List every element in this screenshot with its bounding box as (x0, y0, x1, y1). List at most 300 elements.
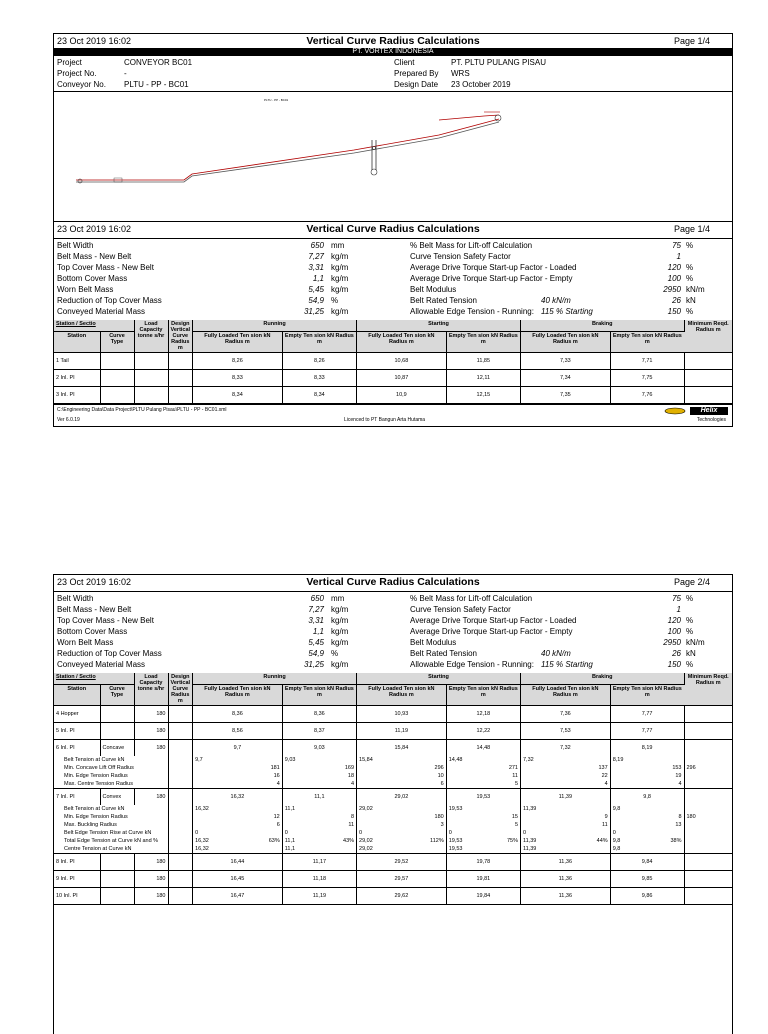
load-cell: 180 (134, 723, 168, 740)
sub-blank-cell (168, 764, 193, 772)
param-label: Bottom Cover Mass (57, 274, 128, 283)
tension-cell: 29,57 (357, 871, 447, 888)
sub-radius: 75% (506, 838, 518, 844)
sheet-footer (54, 404, 732, 426)
param-label: Curve Tension Safety Factor (410, 605, 511, 614)
tension-cell: 7,36 (521, 706, 611, 723)
param-value: 2950 (663, 285, 681, 294)
header-fully-loaded: Fully Loaded Ten sion kN Radius m (357, 685, 447, 706)
sub-value-cell (446, 772, 520, 780)
param-value: 650 (310, 594, 324, 603)
min-radius-cell (684, 888, 732, 905)
sub-tension: 11,1 (284, 838, 296, 844)
print-date: 23 Oct 2019 16:02 (57, 36, 132, 46)
sub-tension: 16,32 (195, 806, 209, 812)
sub-tension: 11,39 (523, 806, 537, 812)
param-unit: kg/m (331, 627, 349, 636)
curve-type-cell (100, 353, 134, 370)
param-value: 31,25 (303, 660, 324, 669)
header-running: Running (193, 673, 357, 685)
sub-tension: 16,32 (195, 846, 209, 852)
load-cell: 180 (134, 706, 168, 723)
tension-cell: 8,36 (282, 706, 356, 723)
tension-cell: 29,02 (357, 789, 447, 806)
tension-cell: 9,85 (610, 871, 684, 888)
sub-blank-cell (168, 837, 193, 845)
sub-value-cell (193, 845, 283, 854)
design-radius-cell (168, 723, 193, 740)
min-radius-cell (684, 706, 732, 723)
param-value: 1 (676, 252, 681, 261)
sub-tension: 14,48 (448, 757, 463, 763)
station-cell: 8 Inl. PI (54, 854, 100, 871)
sub-label-cell: Belt Tension at Curve kN (54, 756, 168, 764)
sub-radius: 6 (440, 781, 444, 787)
header-empty: Empty Ten sion kN Radius m (610, 685, 684, 706)
header-station-group: Station / Sectio (54, 673, 134, 685)
sub-value-cell (446, 821, 520, 829)
design-radius-cell (168, 789, 193, 806)
sub-value-cell (357, 829, 447, 837)
param-unit: % (686, 594, 694, 603)
sub-label-cell: Total Edge Tension at Curve kN and % (54, 837, 168, 845)
design-radius-cell (168, 871, 193, 888)
header-empty: Empty Ten sion kN Radius m (282, 332, 356, 353)
curve-table-2 (54, 673, 732, 905)
param-unit: kg/m (331, 252, 349, 261)
sub-radius: 8 (350, 814, 355, 820)
brand-name: Helix (690, 407, 728, 415)
sub-tension: 11,1 (284, 846, 296, 852)
curve-type-cell (100, 370, 134, 387)
sub-radius: 4 (604, 781, 608, 787)
curve-type-cell (100, 723, 134, 740)
tension-cell: 8,33 (193, 370, 283, 387)
header-row (54, 673, 732, 685)
tension-cell: 11,36 (521, 888, 611, 905)
sub-value-cell (282, 837, 356, 845)
print-date-3: 23 Oct 2019 16:02 (57, 577, 132, 587)
sub-value-cell (282, 829, 356, 837)
tension-cell: 8,33 (282, 370, 356, 387)
param-value: 26 (672, 296, 681, 305)
sub-value-cell (521, 821, 611, 829)
sub-value-cell (282, 821, 356, 829)
table-row (54, 706, 732, 723)
param-label: Conveyed Material Mass (57, 660, 146, 669)
param-label: Curve Tension Safety Factor (410, 252, 511, 261)
design-radius-cell (168, 387, 193, 404)
sub-min-cell: 180 (686, 814, 696, 820)
sub-radius: 296 (434, 765, 444, 771)
param-value: 100 (667, 627, 681, 636)
tension-cell: 12,18 (446, 706, 520, 723)
sub-min-cell: 296 (686, 765, 696, 771)
sub-value-cell (610, 829, 684, 837)
sub-radius: 44% (596, 838, 608, 844)
min-radius-cell (684, 740, 732, 757)
tension-cell: 11,17 (282, 854, 356, 871)
tension-cell: 11,19 (357, 723, 447, 740)
tension-cell: 8,34 (193, 387, 283, 404)
station-cell: 6 Inl. PI (54, 740, 100, 757)
design-date-label: Design Date (394, 80, 439, 89)
sub-value-cell (521, 805, 611, 813)
param-unit: % (331, 649, 339, 658)
sub-radius: 180 (434, 814, 444, 820)
param-unit: kg/m (331, 263, 349, 272)
sub-tension: 9,8 (612, 838, 621, 844)
sub-value-cell (282, 845, 356, 854)
header-curve-type: Curve Type (100, 685, 134, 706)
header-fully-loaded: Fully Loaded Ten sion kN Radius m (193, 332, 283, 353)
sub-value-cell (610, 780, 684, 789)
prepared-value: WRS (451, 69, 470, 78)
station-cell: 2 Inl. PI (54, 370, 100, 387)
design-radius-cell (168, 888, 193, 905)
param-unit: % (686, 307, 694, 316)
sub-value-cell (193, 780, 283, 789)
param-label: Belt Modulus (410, 638, 457, 647)
param-value: 54,9 (308, 649, 324, 658)
sub-row (54, 837, 732, 845)
sub-value-cell (193, 772, 283, 780)
sub-radius: 11 (512, 773, 518, 779)
sub-value-cell (521, 772, 611, 780)
sub-blank-cell (168, 756, 193, 764)
station-cell: 10 Inl. PI (54, 888, 100, 905)
sub-value-cell (357, 772, 447, 780)
curve-type-cell (100, 888, 134, 905)
param-unit: kg/m (331, 660, 349, 669)
sub-value-cell (610, 764, 684, 772)
tension-cell: 29,62 (357, 888, 447, 905)
head-pulley-icon (495, 115, 501, 121)
load-cell: 180 (134, 871, 168, 888)
load-cell (134, 387, 168, 404)
sub-value-cell (357, 764, 447, 772)
param-value: 150 (667, 307, 681, 316)
tension-cell: 7,33 (521, 353, 611, 370)
param-value: 26 (672, 649, 681, 658)
sub-tension: 0 (523, 830, 527, 836)
page-title-2: Vertical Curve Radius Calculations (306, 223, 480, 235)
header-empty: Empty Ten sion kN Radius m (446, 332, 520, 353)
tension-cell: 16,44 (193, 854, 283, 871)
sub-tension: 19,53 (448, 838, 463, 844)
sub-tension: 9,8 (612, 806, 621, 812)
param-value: 1,1 (312, 274, 324, 283)
sub-radius: 11 (348, 822, 355, 828)
sub-tension: 9,8 (612, 846, 621, 852)
tension-cell: 10,68 (357, 353, 447, 370)
sub-value-cell (282, 813, 356, 821)
param-extra: 40 kN/m (541, 296, 571, 305)
prepared-label: Prepared By (394, 69, 439, 78)
tension-cell: 9,7 (193, 740, 283, 757)
tension-cell: 10,87 (357, 370, 447, 387)
header-design-radius: Design Vertical Curve Radius m (168, 320, 193, 353)
tension-cell: 9,84 (610, 854, 684, 871)
sub-value-cell (357, 845, 447, 854)
file-path: C:\Engineering Data\Data Project\PLTU Pulang Pisau\PLTU - PP - BC01.xml (57, 407, 227, 413)
tension-cell: 8,26 (193, 353, 283, 370)
tension-cell: 16,47 (193, 888, 283, 905)
sub-blank-cell (168, 845, 193, 854)
sub-value-cell (521, 829, 611, 837)
takeup-pulley-icon (371, 169, 377, 175)
param-label: Average Drive Torque Start-up Factor - Empty (410, 627, 573, 636)
param-unit: % (686, 616, 694, 625)
param-label: Average Drive Torque Start-up Factor - Loaded (410, 263, 577, 272)
sub-value-cell (446, 845, 520, 854)
sub-tension: 0 (448, 830, 452, 836)
param-value: 5,45 (308, 285, 324, 294)
header-station: Station (54, 685, 100, 706)
sub-radius: 5 (514, 781, 518, 787)
sub-min-cell (684, 772, 732, 780)
tension-cell: 10,9 (357, 387, 447, 404)
min-radius-cell (684, 723, 732, 740)
header-braking: Braking (521, 673, 685, 685)
param-value: 3,31 (308, 263, 324, 272)
station-cell: 4 Hopper (54, 706, 100, 723)
param-value: 7,27 (308, 605, 324, 614)
header-empty: Empty Ten sion kN Radius m (282, 685, 356, 706)
sub-tension: 16,32 (195, 838, 209, 844)
param-value: 75 (672, 241, 681, 250)
param-label: Top Cover Mass - New Belt (57, 616, 154, 625)
param-value: 2950 (663, 638, 681, 647)
station-cell: 5 Inl. PI (54, 723, 100, 740)
sheet-header-3 (54, 575, 732, 591)
sub-value-cell (521, 813, 611, 821)
design-radius-cell (168, 353, 193, 370)
table-row (54, 871, 732, 888)
sub-value-cell (610, 845, 684, 854)
design-radius-cell (168, 706, 193, 723)
tension-cell: 8,26 (282, 353, 356, 370)
sub-value-cell (446, 829, 520, 837)
sub-radius: 22 (601, 773, 608, 779)
header-load-capacity: Load Capacity tonne s/hr (134, 673, 168, 706)
sub-radius: 12 (273, 814, 280, 820)
page-number-3: Page 2/4 (673, 577, 710, 587)
design-radius-cell (168, 370, 193, 387)
design-radius-cell (168, 854, 193, 871)
param-extra: 115 % Starting (541, 660, 593, 669)
tension-cell: 11,36 (521, 854, 611, 871)
header-min-radius: Minimum Reqd. Radius m (684, 673, 732, 706)
table-row (54, 353, 732, 370)
load-cell: 180 (134, 888, 168, 905)
sub-radius: 4 (350, 781, 355, 787)
sub-value-cell (193, 764, 283, 772)
param-value: 54,9 (308, 296, 324, 305)
sub-radius: 38% (670, 838, 682, 844)
tension-cell: 9,03 (282, 740, 356, 757)
param-label: Worn Belt Mass (57, 638, 114, 647)
project-value: CONVEYOR BC01 (124, 58, 193, 67)
tension-cell: 29,52 (357, 854, 447, 871)
sheet-page-2 (53, 574, 733, 1034)
table-row (54, 789, 732, 806)
curve-type-cell (100, 387, 134, 404)
bend-pulley-icon (373, 147, 376, 150)
sub-min-cell (684, 829, 732, 837)
sub-value-cell (610, 756, 684, 764)
client-value: PT. PLTU PULANG PISAU (451, 58, 546, 67)
tension-cell: 12,15 (446, 387, 520, 404)
header-curve-type: Curve Type (100, 332, 134, 353)
param-label: Belt Width (57, 241, 94, 250)
brand-sub: Technologies (696, 417, 726, 423)
sub-label-cell: Min. Edge Tension Radius (54, 772, 168, 780)
sub-blank-cell (168, 813, 193, 821)
param-value: 31,25 (303, 307, 324, 316)
sub-tension: 9,7 (195, 757, 203, 763)
sub-min-cell (684, 837, 732, 845)
sub-radius: 8 (678, 814, 682, 820)
tension-cell: 7,77 (610, 723, 684, 740)
sub-radius: 4 (276, 781, 280, 787)
conveyor-profile-drawing (54, 92, 732, 222)
sub-value-cell (521, 764, 611, 772)
sub-tension: 0 (612, 830, 616, 836)
tension-cell: 7,53 (521, 723, 611, 740)
table-row (54, 854, 732, 871)
param-unit: % (686, 627, 694, 636)
param-value: 3,31 (308, 616, 324, 625)
param-label: Belt Width (57, 594, 94, 603)
software-version: Ver 6.0.19 (57, 417, 80, 423)
load-cell (134, 353, 168, 370)
header-load-capacity: Load Capacity tonne s/hr (134, 320, 168, 353)
tension-cell: 14,48 (446, 740, 520, 757)
header-empty: Empty Ten sion kN Radius m (446, 685, 520, 706)
sub-radius: 153 (672, 765, 682, 771)
sub-radius: 4 (678, 781, 682, 787)
sub-tension: 29,02 (359, 846, 373, 852)
sub-radius: 137 (598, 765, 608, 771)
sub-value-cell (282, 756, 356, 764)
param-label: Belt Mass - New Belt (57, 605, 132, 614)
sub-radius: 18 (347, 773, 355, 779)
header-fully-loaded: Fully Loaded Ten sion kN Radius m (521, 332, 611, 353)
sheet-header (54, 34, 732, 48)
param-unit: % (686, 660, 694, 669)
param-value: 5,45 (308, 638, 324, 647)
sub-tension: 7,32 (523, 757, 534, 763)
param-value: 1,1 (312, 627, 324, 636)
sub-value-cell (446, 837, 520, 845)
curve-type-cell: Convex (100, 789, 134, 806)
sub-min-cell (684, 805, 732, 813)
param-unit: kN/m (686, 285, 705, 294)
param-unit: mm (331, 241, 345, 250)
sub-value-cell (282, 772, 356, 780)
param-unit: kN (686, 649, 696, 658)
sub-label-cell: Centre Tension at Curve kN (54, 845, 168, 854)
tension-cell: 15,84 (357, 740, 447, 757)
header-braking: Braking (521, 320, 685, 332)
header-fully-loaded: Fully Loaded Ten sion kN Radius m (357, 332, 447, 353)
tension-cell: 16,32 (193, 789, 283, 806)
sub-radius: 5 (514, 822, 518, 828)
sub-tension: 11,39 (523, 846, 537, 852)
param-unit: kg/m (331, 285, 349, 294)
parameters-block (54, 238, 732, 320)
table-row (54, 888, 732, 905)
sub-tension: 11,1 (284, 806, 296, 812)
station-cell: 9 Inl. PI (54, 871, 100, 888)
sub-radius: 19 (675, 773, 682, 779)
sub-blank-cell (168, 805, 193, 813)
sub-row (54, 829, 732, 837)
header-design-radius: Design Vertical Curve Radius m (168, 673, 193, 706)
sub-value-cell (282, 780, 356, 789)
param-label: Bottom Cover Mass (57, 627, 128, 636)
header-empty: Empty Ten sion kN Radius m (610, 332, 684, 353)
project-label: Project (57, 58, 82, 67)
sub-value-cell (357, 821, 447, 829)
carry-belt-line (76, 119, 499, 180)
design-radius-cell (168, 740, 193, 757)
param-label: Top Cover Mass - New Belt (57, 263, 154, 272)
tension-cell: 8,34 (282, 387, 356, 404)
sub-radius: 271 (508, 765, 518, 771)
page-number-2: Page 1/4 (673, 224, 710, 234)
sub-value-cell (446, 780, 520, 789)
sub-value-cell (521, 756, 611, 764)
tension-cell: 7,77 (610, 706, 684, 723)
min-radius-cell (684, 871, 732, 888)
param-label: Reduction of Top Cover Mass (57, 296, 162, 305)
sub-value-cell (193, 756, 283, 764)
min-radius-cell (684, 370, 732, 387)
sub-row (54, 756, 732, 764)
min-radius-cell (684, 387, 732, 404)
min-radius-cell (684, 854, 732, 871)
sub-blank-cell (168, 780, 193, 789)
tension-cell: 8,37 (282, 723, 356, 740)
sub-value-cell (446, 805, 520, 813)
param-unit: kg/m (331, 638, 349, 647)
param-unit: kg/m (331, 605, 349, 614)
header-min-radius: Minimum Reqd. Radius m (684, 320, 732, 353)
sub-value-cell (610, 772, 684, 780)
sub-value-cell (610, 837, 684, 845)
tension-cell: 7,75 (610, 370, 684, 387)
sub-label-cell: Max. Centre Tension Radius (54, 780, 168, 789)
page-title: Vertical Curve Radius Calculations (306, 35, 480, 47)
header-station: Station (54, 332, 100, 353)
tension-cell: 11,39 (521, 789, 611, 806)
sub-value-cell (446, 756, 520, 764)
page-title-3: Vertical Curve Radius Calculations (306, 576, 480, 588)
load-cell: 180 (134, 740, 168, 757)
station-cell: 1 Tail (54, 353, 100, 370)
sub-row (54, 813, 732, 821)
param-label: Allowable Edge Tension - Running: (410, 660, 534, 669)
sub-value-cell (357, 813, 447, 821)
head-section-line (439, 115, 499, 120)
project-no-label: Project No. (57, 69, 97, 78)
curve-table (54, 320, 732, 404)
sub-value-cell (521, 837, 611, 845)
param-value: 75 (672, 594, 681, 603)
curve-type-cell (100, 871, 134, 888)
